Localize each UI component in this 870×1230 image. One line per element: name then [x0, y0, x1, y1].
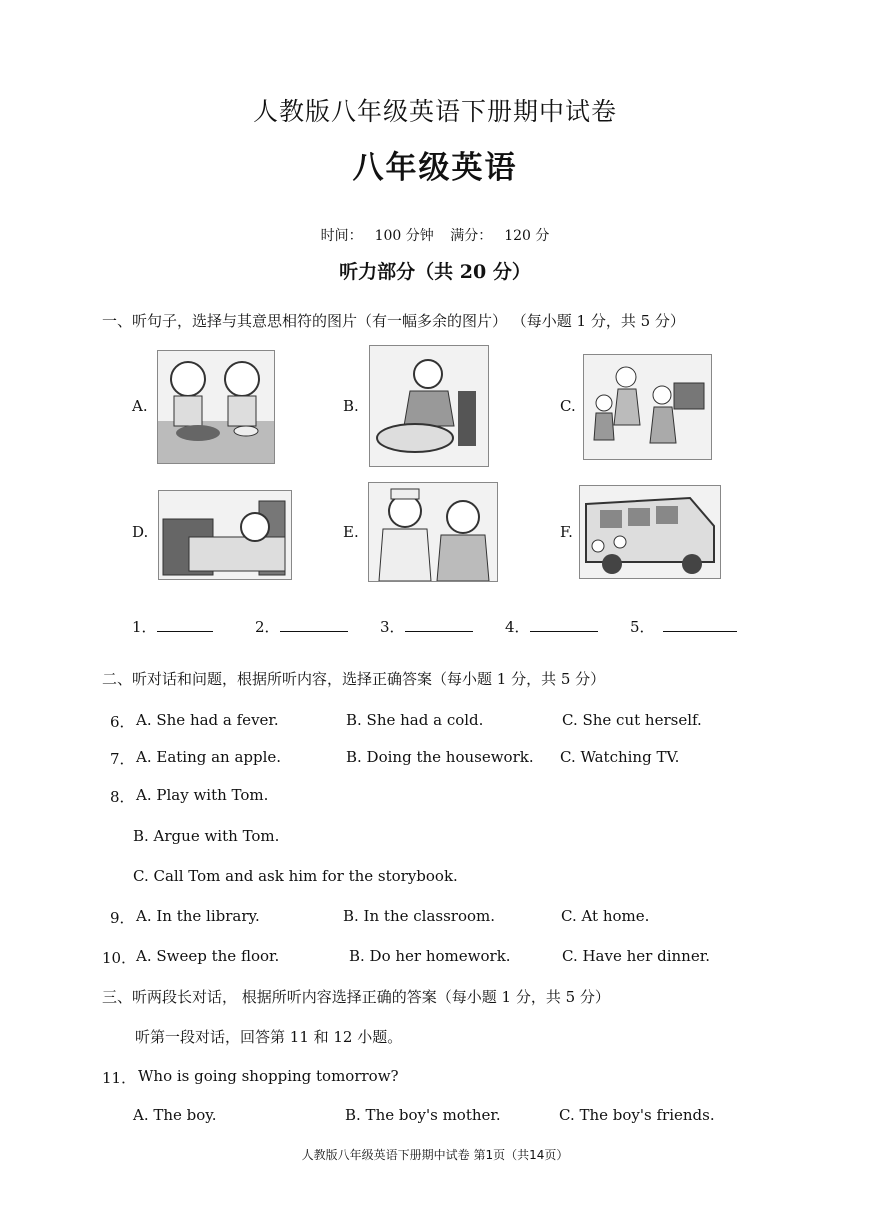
blank-3-number: 3．	[380, 618, 405, 636]
section3-instruction: 听第一段对话，回答第 11 和 12 小题。	[135, 1028, 403, 1046]
time-value: 100 分钟	[374, 228, 434, 244]
answer-blank-3[interactable]	[380, 616, 473, 637]
question-6-number: 6．	[110, 713, 135, 731]
answer-blank-4[interactable]	[505, 616, 598, 637]
exam-title: 人教版八年级英语下册期中试卷	[252, 97, 617, 126]
q11-option-b[interactable]: B. The boy's mother.	[345, 1106, 501, 1124]
q10-option-a[interactable]: A. Sweep the floor.	[136, 947, 280, 965]
page-footer: 人教版八年级英语下册期中试卷 第1页（共14页）	[301, 1148, 569, 1162]
answer-blank-5[interactable]	[630, 616, 737, 637]
score-label: 满分：	[450, 228, 493, 244]
section3-title: 三、听两段长对话， 根据所听内容选择正确的答案（每小题 1 分，共 5 分）	[102, 988, 610, 1006]
picture-e-label: E.	[343, 523, 359, 541]
section1-title: 一、听句子，选择与其意思相符的图片（有一幅多余的图片） （每小题 1 分，共 5 分）	[102, 312, 685, 330]
exam-meta	[0, 225, 870, 245]
blank-2-number: 2．	[255, 618, 280, 636]
family-cleaning-room-icon	[583, 354, 712, 460]
question-10-number: 10．	[102, 949, 137, 967]
blank-5-number: 5．	[630, 618, 655, 636]
question-7-number: 7．	[110, 750, 135, 768]
answer-blank-1[interactable]	[132, 616, 213, 637]
subject-title: 八年级英语	[352, 150, 518, 186]
q9-option-a[interactable]: A. In the library.	[136, 907, 260, 925]
blank-4-number: 4．	[505, 618, 530, 636]
girl-washing-clothes-icon	[369, 345, 489, 467]
q8-option-b[interactable]: B. Argue with Tom.	[133, 827, 280, 845]
two-boys-cooking-icon	[157, 350, 275, 464]
children-getting-on-bus-icon	[579, 485, 721, 579]
blank-1-number: 1．	[132, 618, 157, 636]
q9-option-c[interactable]: C. At home.	[561, 907, 650, 925]
question-8-number: 8．	[110, 788, 135, 806]
picture-d-label: D.	[132, 523, 149, 541]
q8-option-c[interactable]: C. Call Tom and ask him for the storybook.	[133, 867, 458, 885]
q7-option-a[interactable]: A. Eating an apple.	[136, 748, 282, 766]
q8-option-a[interactable]: A. Play with Tom.	[136, 786, 269, 804]
section2-title: 二、听对话和问题，根据所听内容，选择正确答案（每小题 1 分，共 5 分）	[102, 670, 606, 688]
question-11-number: 11．	[102, 1069, 137, 1087]
blank-5-line[interactable]	[663, 617, 737, 632]
picture-a-label: A.	[132, 397, 148, 415]
q7-option-c[interactable]: C. Watching TV.	[560, 748, 680, 766]
picture-b-label: B.	[343, 397, 359, 415]
time-label: 时间：	[320, 228, 363, 244]
q7-option-b[interactable]: B. Doing the housework.	[346, 748, 534, 766]
question-11-text: Who is going shopping tomorrow?	[138, 1067, 399, 1085]
q11-option-a[interactable]: A. The boy.	[133, 1106, 217, 1124]
blank-2-line[interactable]	[280, 617, 348, 632]
picture-c-label: C.	[560, 397, 576, 415]
doctor-and-patient-icon	[368, 482, 498, 582]
q10-option-c[interactable]: C. Have her dinner.	[562, 947, 710, 965]
q6-option-a[interactable]: A. She had a fever.	[136, 711, 279, 729]
listening-part-title: 听力部分（共 20 分）	[339, 261, 531, 283]
blank-4-line[interactable]	[530, 617, 598, 632]
q10-option-b[interactable]: B. Do her homework.	[349, 947, 511, 965]
q6-option-c[interactable]: C. She cut herself.	[562, 711, 702, 729]
q11-option-c[interactable]: C. The boy's friends.	[559, 1106, 715, 1124]
question-9-number: 9．	[110, 909, 135, 927]
answer-blank-2[interactable]	[255, 616, 348, 637]
score-value: 120 分	[504, 228, 550, 244]
picture-f-label: F.	[560, 523, 573, 541]
blank-1-line[interactable]	[157, 617, 213, 632]
person-sick-in-bed-icon	[158, 490, 292, 580]
blank-3-line[interactable]	[405, 617, 473, 632]
q6-option-b[interactable]: B. She had a cold.	[346, 711, 484, 729]
q9-option-b[interactable]: B. In the classroom.	[343, 907, 496, 925]
